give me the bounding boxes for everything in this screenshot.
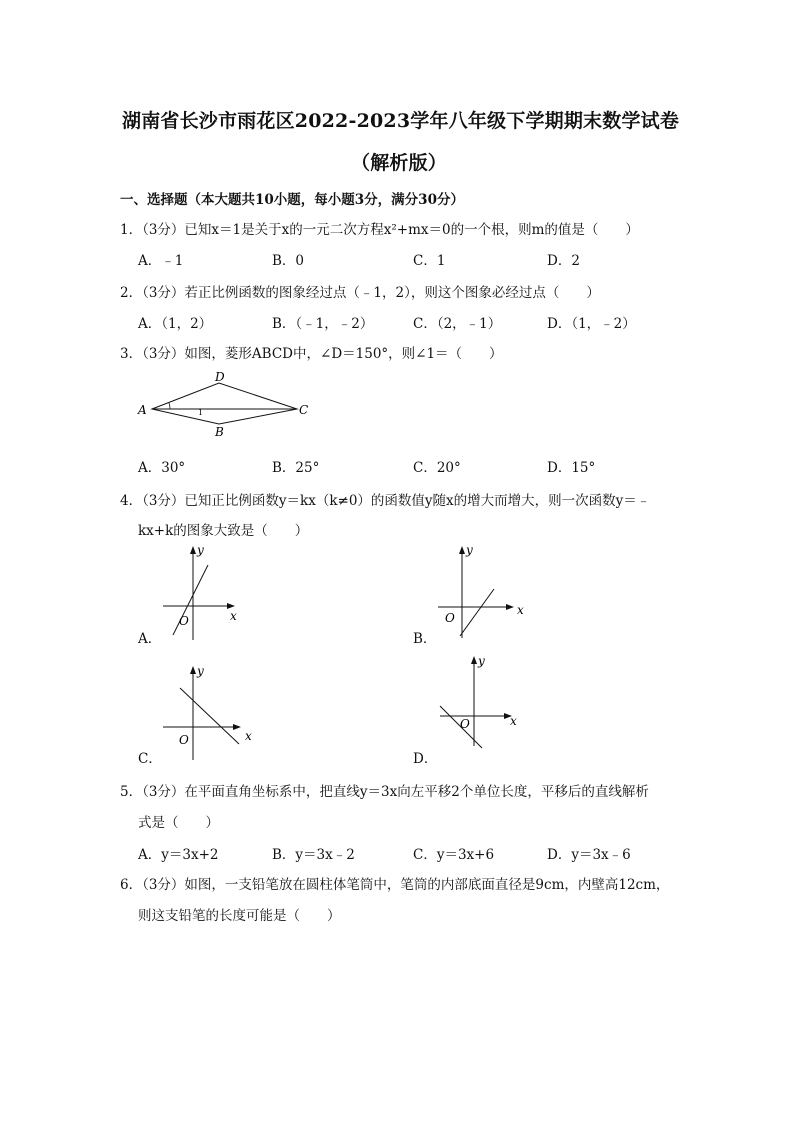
axis-label-y: y — [466, 543, 473, 557]
q4-graph-c — [155, 660, 265, 765]
q4-graph-b — [430, 540, 535, 645]
axis-label-x: x — [517, 603, 524, 617]
q1-option-c: C．1 — [413, 253, 446, 269]
question-5-line2: 式是（ ） — [138, 815, 219, 831]
q4-option-d: D． — [413, 751, 438, 767]
q2-option-c: C．（2，﹣1） — [413, 316, 502, 332]
label-b: B — [215, 425, 224, 439]
origin-label: O — [445, 611, 455, 625]
origin-label: O — [179, 733, 189, 747]
q5-option-d: D．y＝3x﹣6 — [547, 847, 631, 863]
q4-graph-a — [155, 540, 255, 645]
label-c: C — [299, 403, 309, 417]
q5-option-c: C．y＝3x+6 — [413, 847, 495, 863]
question-6-line2: 则这支铅笔的长度可能是（ ） — [138, 908, 341, 924]
q4-option-b: B． — [413, 631, 437, 647]
label-d: D — [215, 370, 225, 384]
question-4-line2: kx+k的图象大致是（ ） — [138, 523, 309, 539]
q5-option-a: A．y＝3x+2 — [138, 847, 219, 863]
rhombus-figure — [130, 370, 320, 440]
origin-label: O — [179, 614, 189, 628]
axis-label-y: y — [478, 654, 485, 668]
q4-option-a: A． — [138, 631, 162, 647]
page-title: 湖南省长沙市雨花区2022-2023学年八年级下学期期末数学试卷 — [122, 110, 680, 132]
question-4-line1: 4．（3分）已知正比例函数y＝kx（k≠0）的函数值y随x的增大而增大，则一次函数y＝﹣ — [120, 493, 651, 509]
q1-option-b: B．0 — [272, 253, 305, 269]
q3-option-c: C．20° — [413, 460, 461, 476]
q5-option-b: B．y＝3x﹣2 — [272, 847, 355, 863]
question-6-line1: 6．（3分）如图，一支铅笔放在圆柱体笔筒中，笔筒的内部底面直径是9cm，内壁高12cm， — [120, 877, 670, 893]
axis-label-x: x — [230, 609, 237, 623]
q3-option-d: D．15° — [547, 460, 596, 476]
q3-option-b: B．25° — [272, 460, 320, 476]
axis-label-x: x — [245, 729, 252, 743]
q3-option-a: A．30° — [138, 460, 186, 476]
axis-label-y: y — [197, 664, 204, 678]
q1-option-a: A．﹣1 — [138, 253, 184, 269]
axis-label-x: x — [510, 714, 517, 728]
label-angle-1: 1 — [198, 408, 204, 417]
page-subtitle: （解析版） — [351, 152, 448, 174]
q4-graph-d — [430, 650, 535, 755]
origin-label: O — [460, 717, 470, 731]
question-2: 2．（3分）若正比例函数的图象经过点（﹣1，2），则这个图象必经过点（ ） — [120, 285, 600, 301]
question-5-line1: 5．（3分）在平面直角坐标系中，把直线y＝3x向左平移2个单位长度，平移后的直线解析 — [120, 784, 649, 800]
q2-option-b: B．（﹣1，﹣2） — [272, 316, 374, 332]
label-a: A — [138, 403, 147, 417]
q2-option-a: A．（1，2） — [138, 316, 213, 332]
question-1: 1．（3分）已知x＝1是关于x的一元二次方程x²+mx＝0的一个根，则m的值是（ ） — [120, 222, 639, 238]
q4-option-c: C． — [138, 751, 162, 767]
q1-option-d: D．2 — [547, 253, 580, 269]
question-3: 3．（3分）如图，菱形ABCD中，∠D＝150°，则∠1＝（ ） — [120, 346, 503, 362]
q2-option-d: D．（1，﹣2） — [547, 316, 636, 332]
section-heading: 一、选择题（本大题共10小题，每小题3分，满分30分） — [120, 192, 464, 208]
axis-label-y: y — [197, 543, 204, 557]
